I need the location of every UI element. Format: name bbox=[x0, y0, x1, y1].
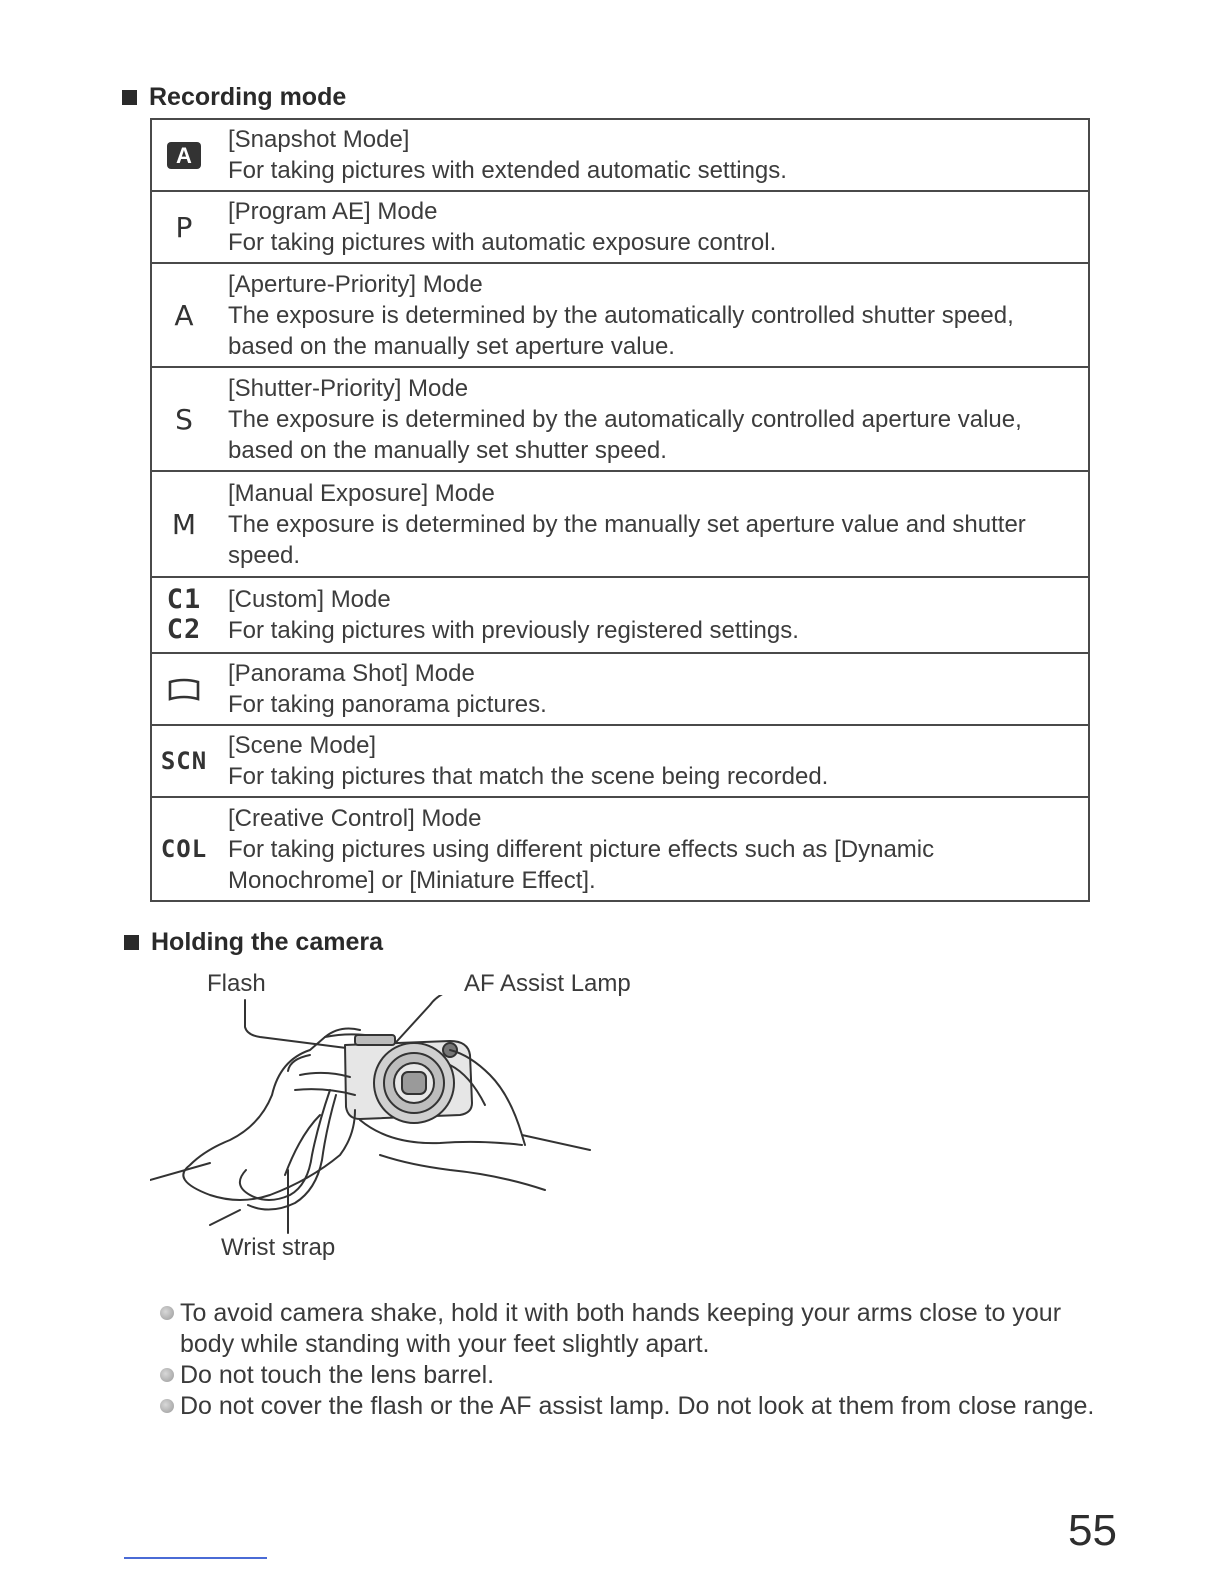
mode-row-program-ae bbox=[151, 191, 1089, 263]
mode-row-aperture-priority bbox=[151, 263, 1089, 367]
custom-2-icon: C2 bbox=[166, 614, 202, 645]
holding-camera-heading bbox=[124, 928, 383, 957]
mode-row-shutter-priority bbox=[151, 367, 1089, 471]
mode-description: For taking pictures with extended automatic settings. bbox=[228, 157, 787, 184]
list-item bbox=[160, 1391, 1110, 1422]
mode-title: [Snapshot Mode] bbox=[228, 126, 410, 153]
flash-leader-line bbox=[245, 1000, 362, 1050]
wrist-strap-label: Wrist strap bbox=[221, 1234, 336, 1261]
mode-description: For taking pictures using different picture effects such as [Dynamic Monochrome] or [Miniature Effect]. bbox=[228, 835, 935, 894]
mode-title: [Shutter-Priority] Mode bbox=[228, 374, 469, 402]
recording-mode-table bbox=[150, 118, 1090, 902]
program-ae-icon: P bbox=[175, 210, 193, 244]
mode-title: [Aperture-Priority] Mode bbox=[228, 270, 483, 298]
square-bullet-icon bbox=[122, 90, 137, 105]
footer-divider bbox=[124, 1557, 267, 1559]
mode-row-creative-control bbox=[151, 797, 1089, 901]
mode-title: [Program AE] Mode bbox=[228, 198, 438, 225]
mode-row-manual-exposure bbox=[151, 471, 1089, 577]
note-text: To avoid camera shake, hold it with both hands keeping your arms close to your body while standing with your feet slightly apart. bbox=[180, 1299, 1062, 1358]
mode-description: For taking pictures with automatic exposure control. bbox=[228, 229, 777, 256]
note-text: Do not cover the flash or the AF assist lamp. Do not look at them from close range. bbox=[180, 1392, 1095, 1420]
af-assist-lamp-label: AF Assist Lamp bbox=[464, 970, 631, 997]
mode-row-custom bbox=[151, 577, 1089, 653]
mode-title: [Panorama Shot] Mode bbox=[228, 660, 475, 687]
manual-exposure-icon: M bbox=[171, 507, 197, 541]
mode-row-snapshot bbox=[151, 119, 1089, 191]
recording-mode-heading bbox=[122, 83, 346, 112]
flash-label: Flash bbox=[207, 970, 266, 997]
panorama-shot-icon bbox=[167, 675, 201, 703]
shutter-priority-icon: S bbox=[175, 402, 193, 436]
mode-description: The exposure is determined by the manually set aperture value and shutter speed. bbox=[228, 510, 1026, 569]
custom-1-icon: C1 bbox=[166, 584, 202, 615]
bullet-dot-icon bbox=[160, 1306, 174, 1320]
mode-title: [Manual Exposure] Mode bbox=[228, 479, 495, 507]
mode-title: [Scene Mode] bbox=[228, 732, 377, 759]
list-item bbox=[160, 1298, 1110, 1360]
mode-row-scene bbox=[151, 725, 1089, 797]
aperture-priority-icon: A bbox=[174, 298, 194, 332]
list-item bbox=[160, 1360, 1110, 1391]
holding-camera-illustration bbox=[150, 995, 610, 1240]
page-number: 55 bbox=[1068, 1506, 1117, 1555]
creative-control-icon: COL bbox=[160, 835, 208, 863]
scene-mode-icon: SCN bbox=[160, 747, 208, 775]
mode-description: For taking pictures with previously registered settings. bbox=[228, 617, 799, 644]
mode-description: The exposure is determined by the automatically controlled aperture value, based on the manually set shutter speed. bbox=[228, 405, 1022, 464]
mode-title: [Custom] Mode bbox=[228, 586, 391, 613]
mode-description: For taking pictures that match the scene being recorded. bbox=[228, 763, 829, 790]
note-text: Do not touch the lens barrel. bbox=[180, 1361, 495, 1389]
holding-notes-list bbox=[160, 1298, 1110, 1422]
snapshot-mode-icon: A bbox=[167, 142, 201, 169]
square-bullet-icon bbox=[124, 935, 139, 950]
mode-description: The exposure is determined by the automatically controlled shutter speed, based on the manually set aperture value. bbox=[228, 301, 1014, 360]
mode-row-panorama bbox=[151, 653, 1089, 725]
custom-mode-icon bbox=[167, 585, 202, 645]
bullet-dot-icon bbox=[160, 1368, 174, 1382]
recording-mode-heading-text: Recording mode bbox=[149, 83, 347, 111]
bullet-dot-icon bbox=[160, 1399, 174, 1413]
mode-description: For taking panorama pictures. bbox=[228, 691, 547, 718]
mode-title: [Creative Control] Mode bbox=[228, 804, 482, 832]
holding-camera-heading-text: Holding the camera bbox=[151, 928, 383, 956]
